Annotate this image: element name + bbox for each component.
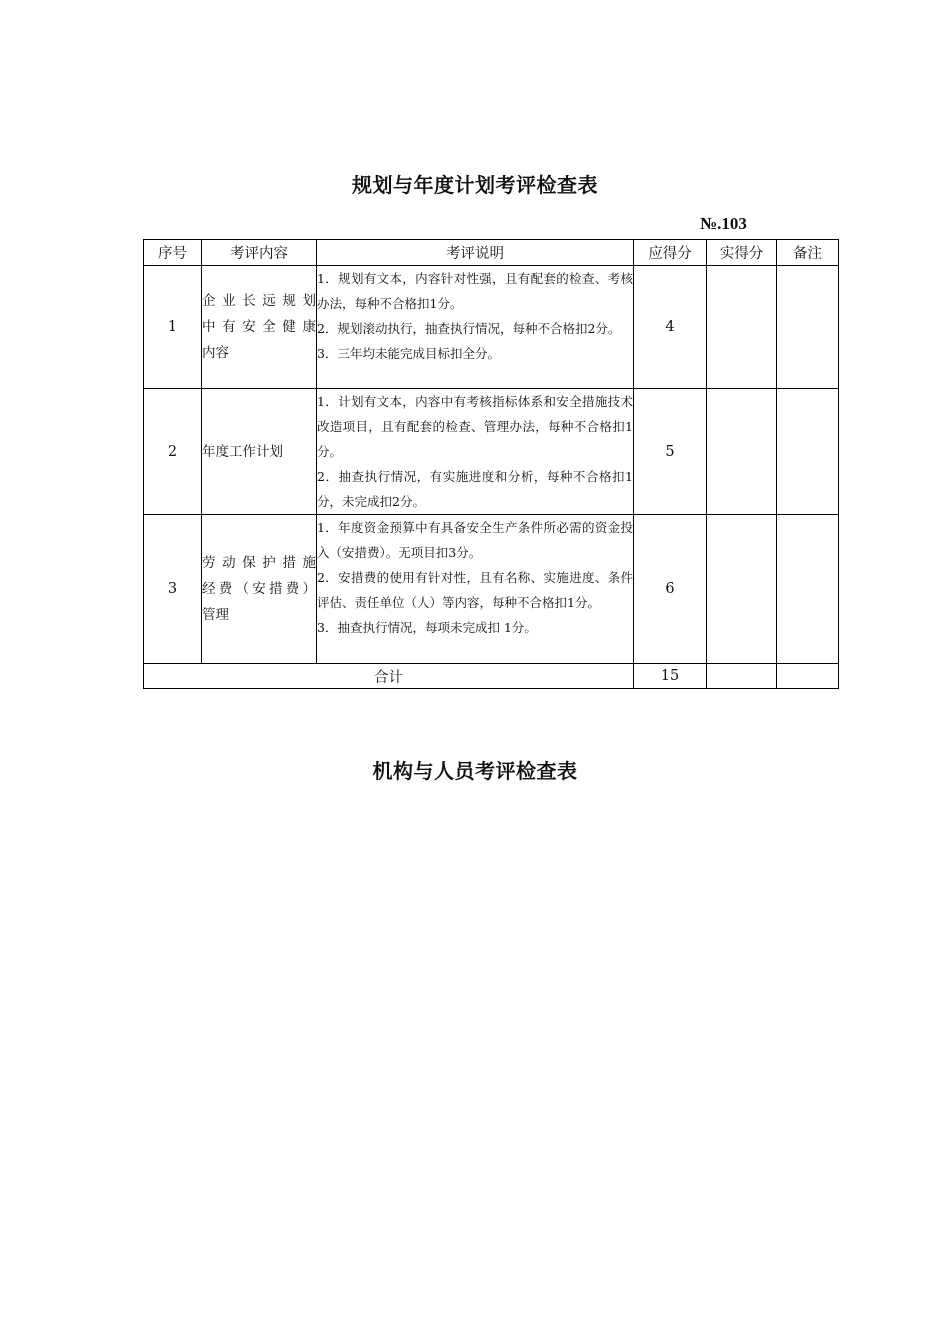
content-line: 劳动保护措施 bbox=[202, 555, 316, 571]
description-item: 1．计划有文本，内容中有考核指标体系和安全措施技术改造项目，且有配套的检查、管理办法，每种不合格扣1分。 bbox=[317, 394, 633, 459]
row-score: 6 bbox=[634, 515, 707, 664]
content-line: 中有安全健康 bbox=[202, 319, 316, 335]
header-actual: 实得分 bbox=[707, 240, 777, 266]
row-seq: 3 bbox=[144, 515, 202, 664]
content-line: 年度工作计划 bbox=[202, 443, 283, 460]
row-description bbox=[317, 389, 634, 515]
header-description: 考评说明 bbox=[317, 240, 634, 266]
table-title: 机构与人员考评检查表 bbox=[372, 759, 578, 783]
row-content bbox=[202, 515, 317, 664]
row-actual-score bbox=[707, 389, 777, 515]
total-score: 15 bbox=[634, 664, 707, 689]
row-actual-score bbox=[707, 515, 777, 664]
header-remark: 备注 bbox=[777, 240, 839, 266]
table-row bbox=[144, 266, 839, 389]
description-item: 1．规划有文本，内容针对性强，且有配套的检查、考核办法，每种不合格扣1分。 bbox=[317, 271, 633, 311]
content-line: 内容 bbox=[202, 345, 229, 361]
header-score: 应得分 bbox=[634, 240, 707, 266]
row-score: 5 bbox=[634, 389, 707, 515]
table-header-row bbox=[144, 240, 839, 266]
table-row bbox=[144, 515, 839, 664]
row-remark bbox=[777, 389, 839, 515]
description-item: 2．安措费的使用有针对性，且有名称、实施进度、条件评估、责任单位（人）等内容，每种不合格扣1分。 bbox=[317, 570, 633, 610]
header-seq: 序号 bbox=[144, 240, 202, 266]
row-description bbox=[317, 266, 634, 389]
row-seq: 1 bbox=[144, 266, 202, 389]
description-item: 2．规划滚动执行，抽查执行情况，每种不合格扣2分。 bbox=[317, 321, 621, 336]
table-row bbox=[144, 389, 839, 515]
description-item: 3．三年均未能完成目标扣全分。 bbox=[317, 346, 500, 361]
row-remark bbox=[777, 515, 839, 664]
total-remark bbox=[777, 664, 839, 689]
row-content bbox=[202, 266, 317, 389]
evaluation-table bbox=[143, 239, 839, 689]
table-title: 规划与年度计划考评检查表 bbox=[352, 173, 598, 197]
total-actual-score bbox=[707, 664, 777, 689]
total-label: 合计 bbox=[144, 664, 634, 689]
total-row bbox=[144, 664, 839, 689]
description-item: 1．年度资金预算中有具备安全生产条件所必需的资金投入（安措费）。无项目扣3分。 bbox=[317, 520, 633, 560]
row-actual-score bbox=[707, 266, 777, 389]
description-item: 3．抽查执行情况，每项未完成扣 1分。 bbox=[317, 620, 537, 635]
row-description bbox=[317, 515, 634, 664]
content-line: 管理 bbox=[202, 607, 229, 623]
row-score: 4 bbox=[634, 266, 707, 389]
content-line: 企业长远规划 bbox=[202, 293, 316, 309]
content-line: 经费（安措费） bbox=[202, 581, 316, 597]
document-number: №.103 bbox=[700, 214, 747, 233]
row-remark bbox=[777, 266, 839, 389]
row-content bbox=[202, 389, 317, 515]
header-content: 考评内容 bbox=[202, 240, 317, 266]
description-item: 2．抽查执行情况，有实施进度和分析，每种不合格扣1分，未完成扣2分。 bbox=[317, 469, 633, 509]
row-seq: 2 bbox=[144, 389, 202, 515]
